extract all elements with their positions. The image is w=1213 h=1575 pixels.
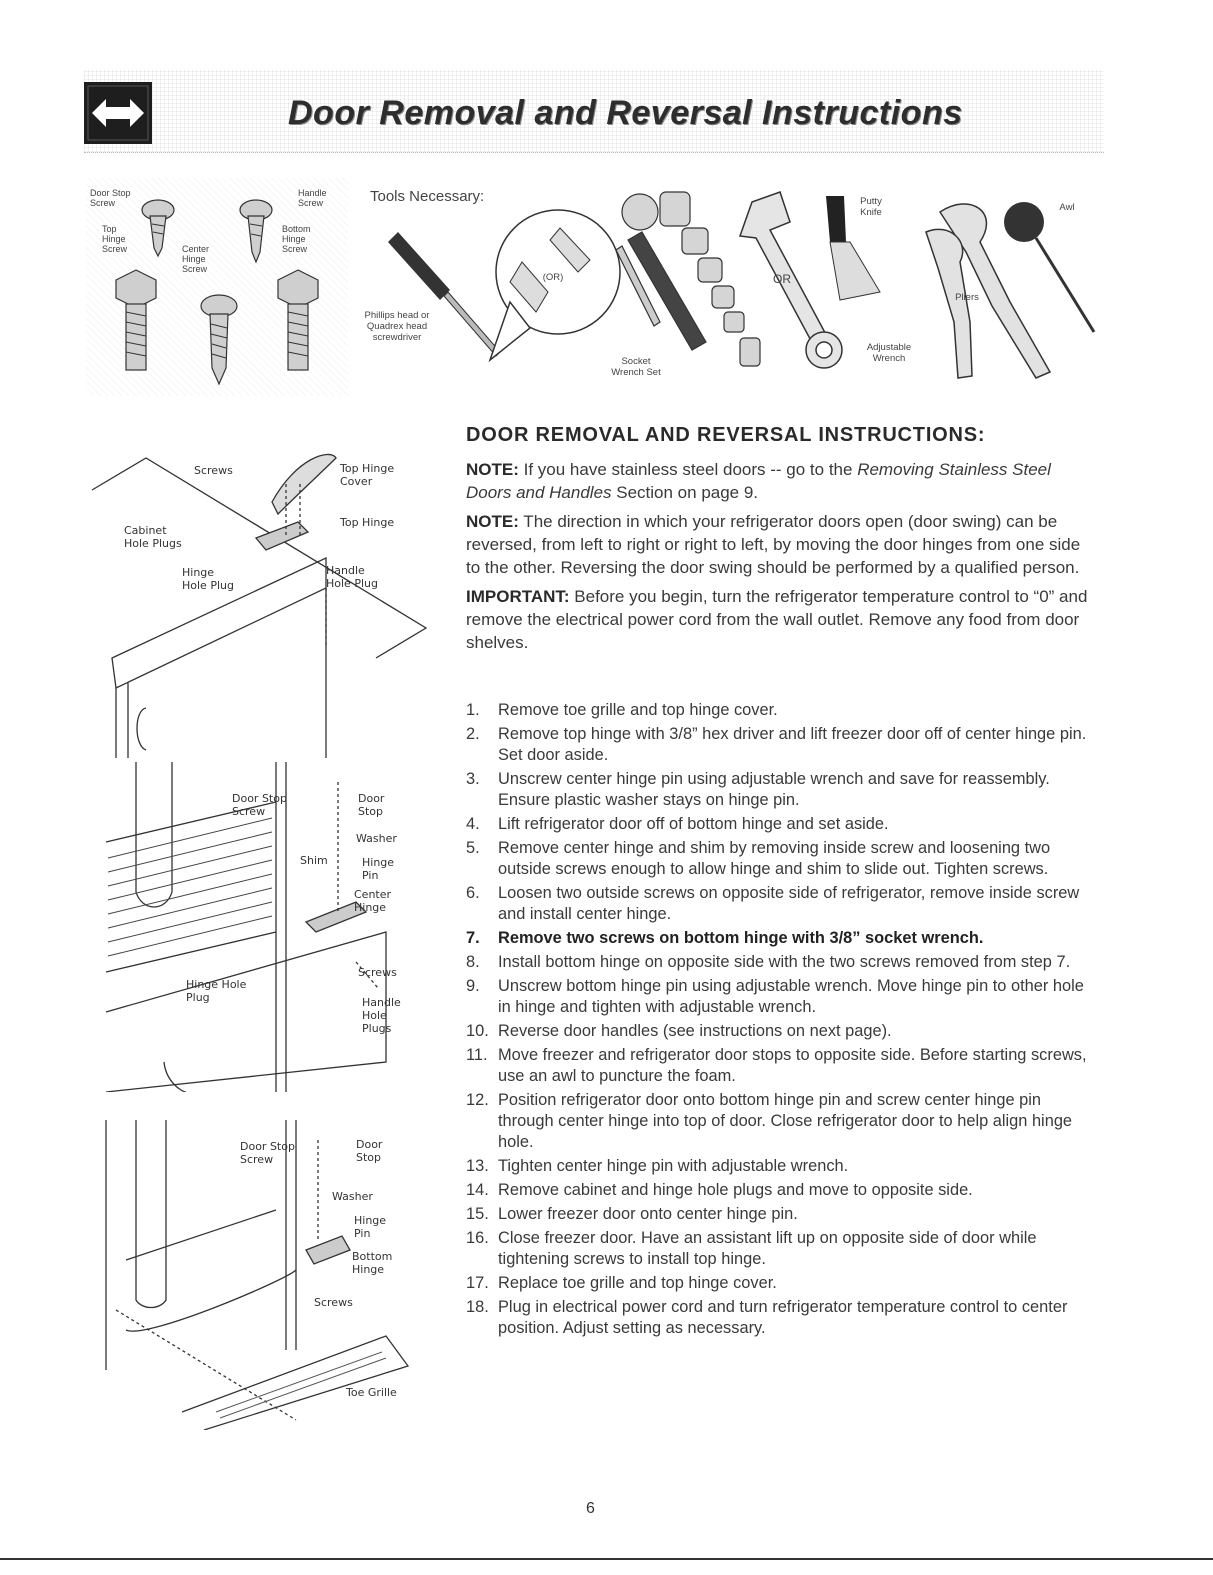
fig2-hinge-hole-plug-label: Hinge Hole Plug xyxy=(186,978,247,1004)
step-text: Remove top hinge with 3/8” hex driver and lift freezer door off of center hinge pin. Set door aside. xyxy=(498,725,1087,764)
step-number: 7. xyxy=(466,929,480,947)
step-text: Reverse door handles (see instructions on next page). xyxy=(498,1022,892,1040)
step-item xyxy=(466,1180,1096,1201)
fig3-screws-label: Screws xyxy=(314,1296,353,1309)
pliers-label: Pliers xyxy=(955,292,979,303)
fig1-top-hinge-cover-label: Top Hinge Cover xyxy=(340,462,395,488)
handle-screw-label: Handle Screw xyxy=(298,188,327,208)
step-number: 6. xyxy=(466,884,480,902)
socket-wrench-icon xyxy=(616,192,760,366)
putty-knife-label: Putty Knife xyxy=(860,196,882,218)
step-number: 4. xyxy=(466,815,480,833)
step-item xyxy=(466,814,1096,835)
fig1-hinge-hole-plug-label: Hinge Hole Plug xyxy=(182,566,234,592)
step-item xyxy=(466,838,1096,880)
step-item xyxy=(466,976,1096,1018)
step-text: Loosen two outside screws on opposite side of refrigerator, remove inside screw and install center hinge. xyxy=(498,884,1080,923)
step-text: Unscrew bottom hinge pin using adjustable wrench. Move hinge pin to other hole in hinge and tighten with adjustable wrench. xyxy=(498,977,1084,1016)
step-number: 11. xyxy=(466,1046,488,1064)
step-text: Lower freezer door onto center hinge pin. xyxy=(498,1205,798,1223)
step-number: 10. xyxy=(466,1022,489,1040)
step-item xyxy=(466,883,1096,925)
step-number: 13. xyxy=(466,1157,489,1175)
bottom-divider xyxy=(0,1558,1213,1560)
tools-illustration xyxy=(360,172,1100,392)
page-header xyxy=(84,70,1104,153)
fig3-bottom-hinge-label: Bottom Hinge xyxy=(352,1250,393,1276)
fig2-hinge-pin-label: Hinge Pin xyxy=(362,856,395,882)
step-number: 1. xyxy=(466,701,480,719)
step-number: 15. xyxy=(466,1205,489,1223)
step-number: 12. xyxy=(466,1091,489,1109)
note-label: NOTE: xyxy=(466,460,519,479)
screw-types-panel xyxy=(86,178,348,396)
step-text: Remove two screws on bottom hinge with 3/8” socket wrench. xyxy=(498,929,984,947)
step-item xyxy=(466,1045,1096,1087)
step-text: Move freezer and refrigerator door stops to opposite side. Before starting screws, use an awl to puncture the foam. xyxy=(498,1046,1087,1085)
important-note xyxy=(466,585,1092,654)
step-text: Close freezer door. Have an assistant lift up on opposite side of door while tightening screws to install top hinge. xyxy=(498,1229,1037,1268)
fig2-door-stop-label: Door Stop xyxy=(358,792,385,818)
center-hinge-screw-label: Center Hinge Screw xyxy=(182,244,210,274)
adjustable-wrench-label: Adjustable Wrench xyxy=(866,342,912,364)
step-number: 5. xyxy=(466,839,480,857)
step-text: Plug in electrical power cord and turn refrigerator temperature control to center position. Adjust setting as necessary. xyxy=(498,1298,1068,1337)
fig1-screws-label: Screws xyxy=(194,464,233,477)
note-text: The direction in which your refrigerator doors open (door swing) can be reversed, from left to right or right to left, by moving the door hinges from one side to the other. Reversing the door swing should be performed by a qualified person. xyxy=(466,512,1081,577)
fig2-shim-label: Shim xyxy=(300,854,328,867)
page-title: Door Removal and Reversal Instructions xyxy=(288,94,963,132)
note-text: Section on page 9. xyxy=(611,483,759,502)
bits-or-label: (OR) xyxy=(542,272,564,283)
fig2-washer-label: Washer xyxy=(356,832,397,845)
step-number: 18. xyxy=(466,1298,489,1316)
note-label: NOTE: xyxy=(466,512,519,531)
step-text: Remove center hinge and shim by removing inside screw and loosening two outside screws enough to allow hinge and shim to slide out. Tighten screws. xyxy=(498,839,1051,878)
fig1-handle-hole-plug-label: Handle Hole Plug xyxy=(326,564,378,590)
socket-set-label: Socket Wrench Set xyxy=(611,356,661,378)
fig2-door-stop-screw-label: Door Stop Screw xyxy=(232,792,287,818)
screwdriver-label: Phillips head or Quadrex head screwdriver xyxy=(364,310,430,343)
note-section-reference: Removing Stainless Steel Doors and Handles xyxy=(466,460,1051,502)
tools-title: Tools Necessary: xyxy=(370,188,485,205)
step-item xyxy=(466,1273,1096,1294)
step-item xyxy=(466,724,1096,766)
awl-label: Awl xyxy=(1059,202,1075,213)
step-item xyxy=(466,928,1096,949)
awl-icon xyxy=(1004,202,1094,332)
step-text: Remove toe grille and top hinge cover. xyxy=(498,701,778,719)
fig3-toe-grille-label: Toe Grille xyxy=(346,1386,397,1399)
fig2-screws-label: Screws xyxy=(358,966,397,979)
step-item xyxy=(466,1156,1096,1177)
step-item xyxy=(466,1204,1096,1225)
screwdriver-bits-icon xyxy=(490,210,620,360)
step-text: Tighten center hinge pin with adjustable wrench. xyxy=(498,1157,849,1175)
step-number: 14. xyxy=(466,1181,489,1199)
notes-block xyxy=(466,458,1092,660)
step-number: 3. xyxy=(466,770,480,788)
center-hinge-figure xyxy=(86,762,436,1092)
fig1-cabinet-hole-plugs-label: Cabinet Hole Plugs xyxy=(124,524,182,550)
fig3-washer-label: Washer xyxy=(332,1190,373,1203)
step-number: 2. xyxy=(466,725,480,743)
page-number: 6 xyxy=(586,1500,595,1517)
bottom-hinge-screw-label: Bottom Hinge Screw xyxy=(282,224,311,254)
fig2-handle-hole-plugs-label: Handle Hole Plugs xyxy=(362,996,401,1035)
step-item xyxy=(466,952,1096,973)
note-stainless xyxy=(466,458,1092,504)
step-item xyxy=(466,1021,1096,1042)
step-number: 16. xyxy=(466,1229,489,1247)
or-label: OR xyxy=(773,272,791,286)
section-title: DOOR REMOVAL AND REVERSAL INSTRUCTIONS: xyxy=(466,424,986,446)
reversal-arrows-icon xyxy=(84,82,152,144)
door-stop-screw-label: Door Stop Screw xyxy=(90,188,131,208)
steps-list xyxy=(466,700,1096,1342)
fig3-door-stop-screw-label: Door Stop Screw xyxy=(240,1140,295,1166)
step-number: 17. xyxy=(466,1274,489,1292)
step-number: 9. xyxy=(466,977,480,995)
fig1-top-hinge-label: Top Hinge xyxy=(340,516,395,529)
important-label: IMPORTANT: xyxy=(466,587,570,606)
step-item xyxy=(466,1090,1096,1153)
screws-illustration xyxy=(86,178,348,396)
note-text: If you have stainless steel doors -- go to the xyxy=(518,460,858,479)
fig2-center-hinge-label: Center Hinge xyxy=(354,888,392,914)
step-number: 8. xyxy=(466,953,480,971)
top-hinge-screw-label: Top Hinge Screw xyxy=(102,224,128,254)
step-text: Lift refrigerator door off of bottom hinge and set aside. xyxy=(498,815,889,833)
tools-drawing xyxy=(360,172,1100,392)
fig3-door-stop-label: Door Stop xyxy=(356,1138,383,1164)
step-item xyxy=(466,1228,1096,1270)
step-text: Unscrew center hinge pin using adjustable wrench and save for reassembly. Ensure plastic washer stays on hinge pin. xyxy=(498,770,1050,809)
important-text: Before you begin, turn the refrigerator temperature control to “0” and remove the electrical power cord from the wall outlet. Remove any food from door shelves. xyxy=(466,587,1088,652)
top-hinge-figure xyxy=(86,428,436,758)
step-item xyxy=(466,769,1096,811)
fig3-hinge-pin-label: Hinge Pin xyxy=(354,1214,387,1240)
note-door-swing xyxy=(466,510,1092,579)
step-text: Install bottom hinge on opposite side with the two screws removed from step 7. xyxy=(498,953,1071,971)
step-item xyxy=(466,700,1096,721)
step-item xyxy=(466,1297,1096,1339)
step-text: Remove cabinet and hinge hole plugs and move to opposite side. xyxy=(498,1181,973,1199)
step-text: Replace toe grille and top hinge cover. xyxy=(498,1274,777,1292)
bottom-hinge-figure xyxy=(86,1100,436,1430)
step-text: Position refrigerator door onto bottom hinge pin and screw center hinge pin through center hinge into top of door. Close refrigerator door to help align hinge hole. xyxy=(498,1091,1073,1151)
